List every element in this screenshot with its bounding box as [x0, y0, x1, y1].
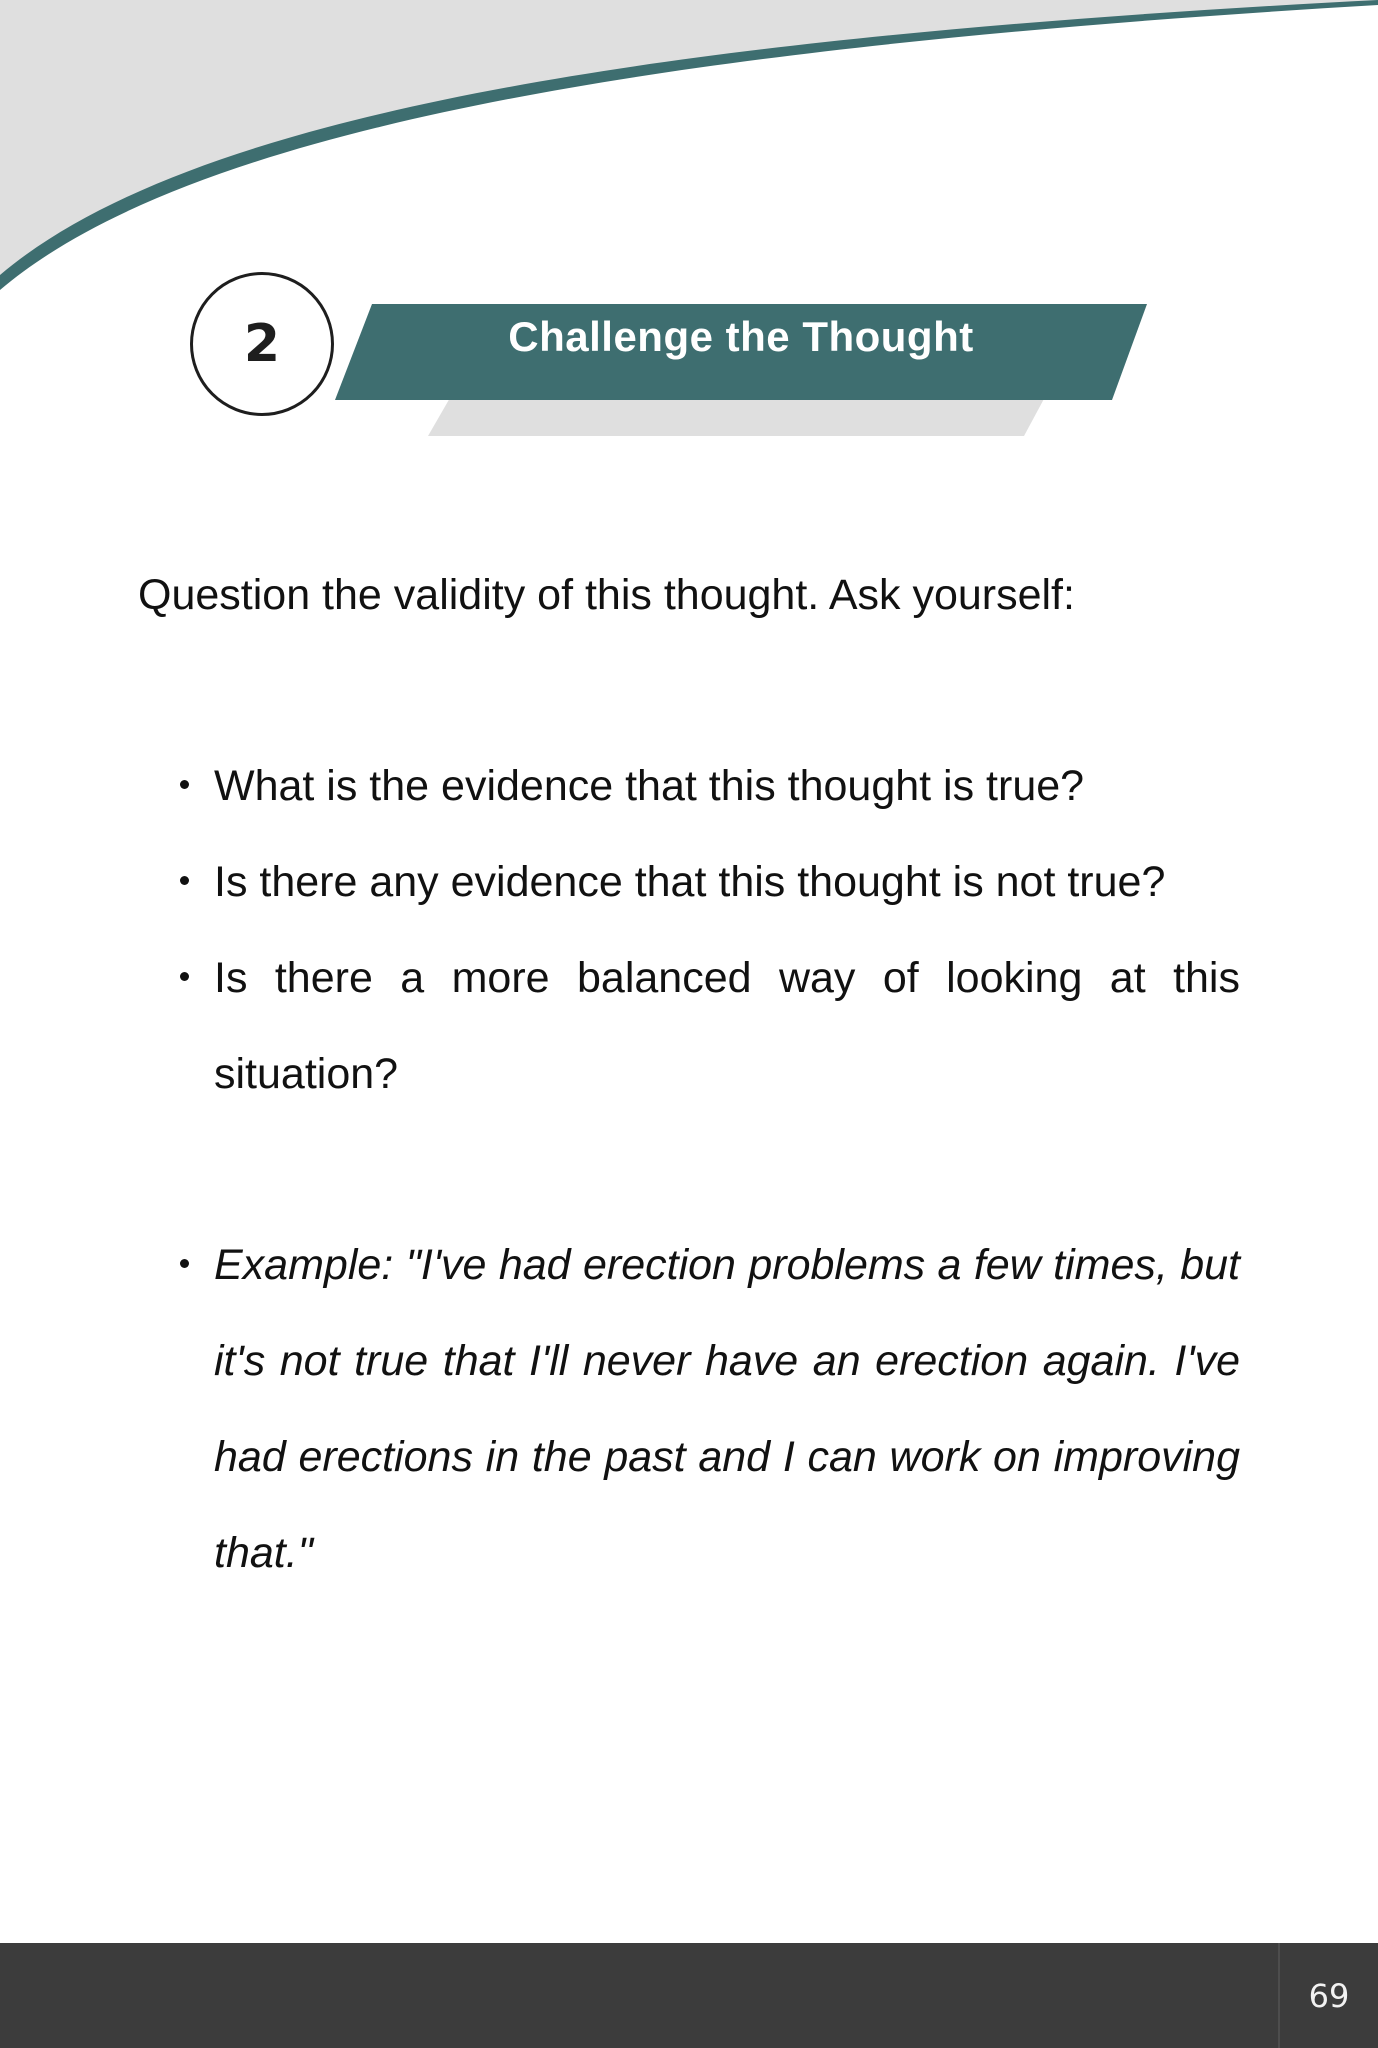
step-number-badge: 2	[190, 272, 334, 416]
bullet-dot-icon	[180, 876, 189, 885]
question-text: Is there any evidence that this thought is not true?	[214, 858, 1166, 906]
bullet-dot-icon	[180, 972, 189, 981]
question-text: What is the evidence that this thought is true?	[214, 762, 1085, 810]
section-title: Challenge the Thought	[508, 313, 974, 360]
footer-bar	[0, 1943, 1378, 2048]
intro-text: Question the validity of this thought. Ask yourself:	[138, 571, 1075, 619]
question-item	[214, 930, 1240, 1122]
bullet-dot-icon	[180, 780, 189, 789]
question-item	[214, 738, 1240, 834]
bullet-dot-icon	[180, 1259, 189, 1268]
example-text: Example: "I've had erection problems a few times, but it's not true that I'll never have an erection again. I've had erections in the past and I can work on improving that."	[214, 1241, 1240, 1577]
question-item	[214, 834, 1240, 930]
page-number: 69	[1308, 1976, 1350, 2015]
corner-gray-shape	[0, 0, 1378, 285]
example-item	[214, 1217, 1240, 1601]
question-text: Is there a more balanced way of looking at this situation?	[214, 954, 1240, 1098]
